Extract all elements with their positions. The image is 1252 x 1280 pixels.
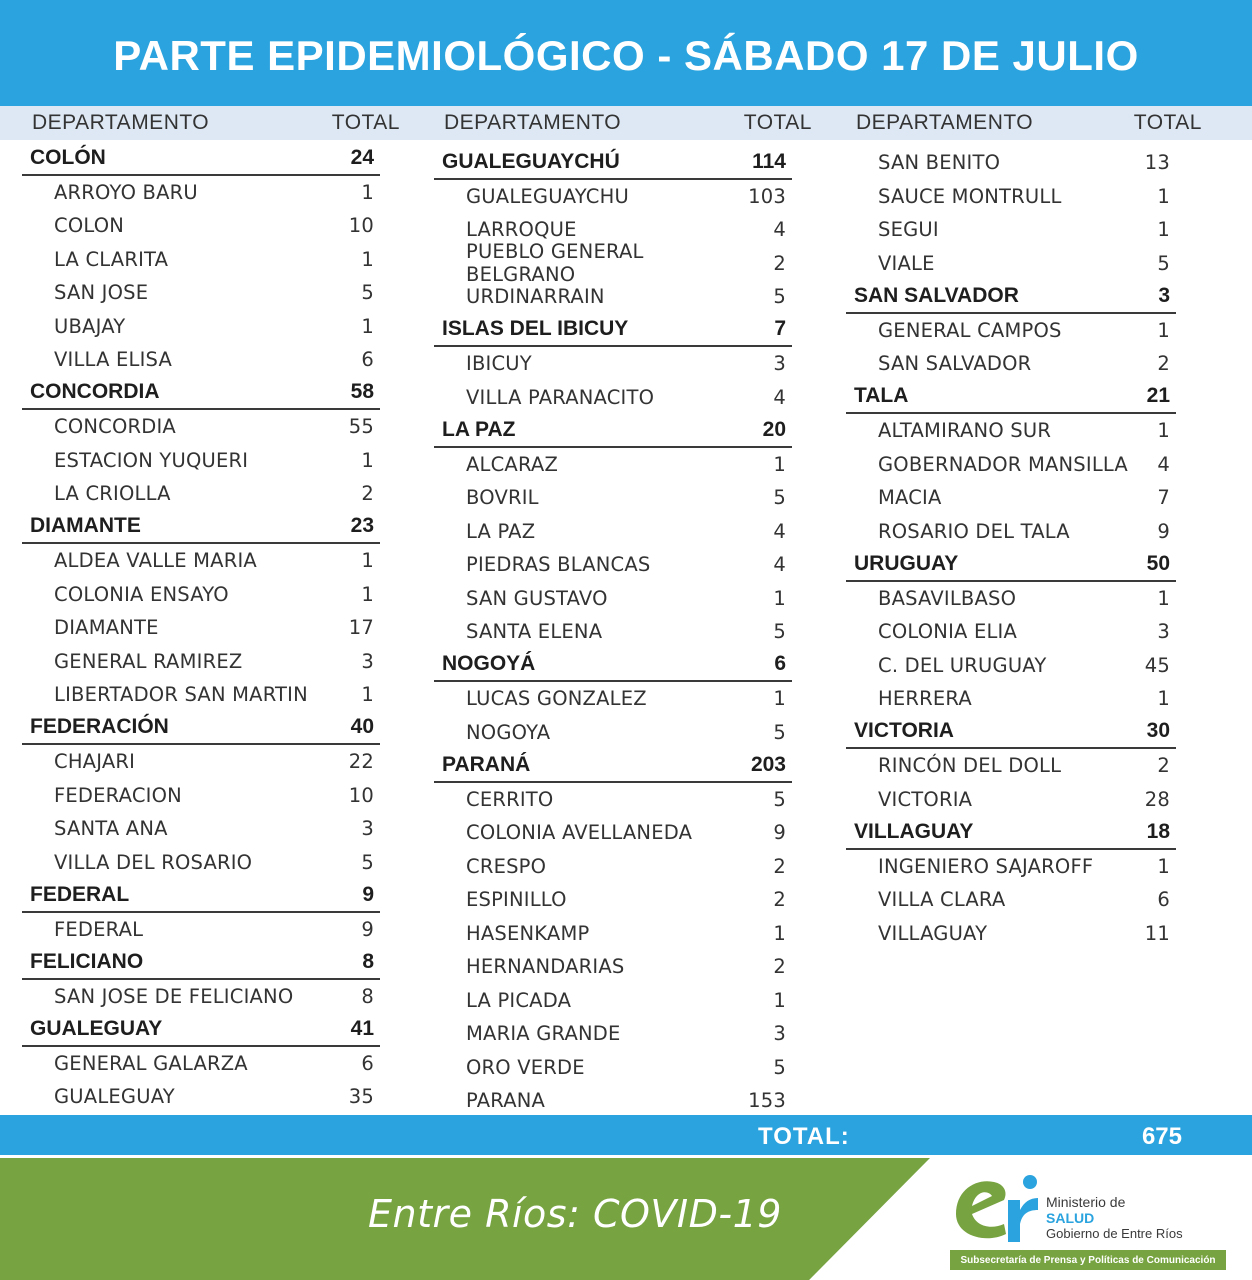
locality-name: SEGUI [878,218,939,242]
locality-total: 9 [1157,519,1170,543]
locality-name: URDINARRAIN [466,285,605,309]
department-name: FEDERAL [30,882,130,906]
locality-name: LA CLARITA [54,247,169,271]
footer [0,1158,1252,1280]
locality-row [846,180,1176,214]
locality-total: 1 [773,988,786,1012]
locality-total: 55 [348,415,374,439]
column-2 [434,106,812,1118]
locality-name: HERNANDARIAS [466,955,625,979]
locality-row [846,213,1176,247]
department-name: SAN SALVADOR [854,283,1019,307]
locality-name: UBAJAY [54,314,126,338]
department-name: CONCORDIA [30,380,160,404]
locality-row [846,515,1176,549]
locality-total: 5 [773,285,786,309]
locality-total: 1 [361,582,374,606]
locality-name: SAN SALVADOR [878,352,1032,376]
locality-name: BOVRIL [466,486,539,510]
locality-row [434,1051,792,1085]
locality-name: DIAMANTE [54,616,159,640]
locality-row [434,984,792,1018]
department-name: VICTORIA [854,719,954,743]
header-total: TOTAL [1133,111,1202,134]
locality-row [434,850,792,884]
locality-total: 10 [348,783,374,807]
locality-name: CHAJARI [54,750,136,774]
locality-name: ORO VERDE [466,1055,585,1079]
column-header [846,106,1202,140]
locality-row [22,980,380,1014]
locality-row [434,682,792,716]
locality-name: SAN BENITO [878,151,1001,175]
locality-total: 1 [1157,184,1170,208]
locality-row [22,243,380,277]
locality-row [22,343,380,377]
department-row [846,381,1176,415]
locality-name: PUEBLO GENERAL BELGRANO [466,240,644,287]
locality-name: COLON [54,214,125,238]
locality-name: NOGOYA [466,720,551,744]
locality-total: 2 [1157,352,1170,376]
locality-row [846,314,1176,348]
locality-row [434,180,792,214]
total-label: TOTAL: [758,1123,850,1150]
locality-name: VIALE [878,251,935,275]
logo-text [1046,1194,1183,1242]
total-value: 675 [1141,1123,1182,1150]
locality-total: 11 [1144,921,1170,945]
locality-total: 3 [361,649,374,673]
locality-name: LA PAZ [466,519,536,543]
logo-strip: Subsecretaría de Prensa y Políticas de Comunicación [950,1250,1226,1270]
locality-name: LUCAS GONZALEZ [466,687,647,711]
locality-total: 2 [361,482,374,506]
locality-name: CRESPO [466,854,547,878]
er-logo-icon [946,1164,1042,1248]
locality-name: MACIA [878,486,942,510]
locality-row [434,1084,792,1118]
department-total: 21 [1146,384,1170,408]
department-total: 18 [1146,819,1170,843]
total-bar [0,1115,1252,1155]
department-row [22,712,380,746]
locality-name: COLONIA ELIA [878,620,1018,644]
locality-name: VILLA DEL ROSARIO [54,850,253,874]
locality-name: ALDEA VALLE MARIA [54,549,257,573]
locality-total: 2 [773,955,786,979]
logo-line-2: SALUD [1046,1210,1095,1226]
locality-row [22,477,380,511]
department-total: 41 [350,1016,374,1040]
locality-name: INGENIERO SAJAROFF [878,854,1094,878]
department-name: PARANÁ [442,752,531,776]
locality-name: VILLAGUAY [878,921,988,945]
department-name: FEDERACIÓN [30,715,169,739]
locality-row [846,850,1176,884]
locality-row [434,582,792,616]
locality-row [434,883,792,917]
locality-name: COLONIA AVELLANEDA [466,821,693,845]
column-header [22,106,400,140]
department-total: 20 [762,417,786,441]
locality-row [846,481,1176,515]
header-departamento: DEPARTAMENTO [32,111,210,134]
department-row [22,1013,380,1047]
locality-row [22,410,380,444]
locality-row [434,347,792,381]
department-total: 114 [752,149,786,173]
locality-total: 8 [361,984,374,1008]
locality-total: 5 [773,720,786,744]
locality-total: 13 [1144,151,1170,175]
department-name: VILLAGUAY [854,819,974,843]
department-total: 50 [1146,551,1170,575]
locality-name: VILLA ELISA [54,348,173,372]
locality-row [434,816,792,850]
locality-total: 9 [773,821,786,845]
locality-total: 5 [773,620,786,644]
locality-total: 10 [348,214,374,238]
locality-total: 4 [773,553,786,577]
locality-name: IBICUY [466,352,532,376]
locality-row [846,749,1176,783]
locality-row [846,883,1176,917]
locality-name: SAN JOSE [54,281,149,305]
locality-total: 28 [1144,787,1170,811]
locality-total: 1 [773,452,786,476]
locality-row [22,310,380,344]
department-total: 7 [774,317,786,341]
locality-total: 1 [361,683,374,707]
locality-name: BASAVILBASO [878,586,1017,610]
department-name: NOGOYÁ [442,652,536,676]
locality-total: 4 [773,218,786,242]
locality-total: 3 [1157,620,1170,644]
locality-row [846,448,1176,482]
locality-row [434,481,792,515]
locality-name: VILLA CLARA [878,888,1006,912]
department-row [22,946,380,980]
department-name: URUGUAY [854,551,959,575]
locality-row [22,444,380,478]
locality-row [846,146,1176,180]
locality-row [846,582,1176,616]
locality-total: 4 [773,385,786,409]
locality-total: 1 [361,247,374,271]
department-total: 8 [362,949,374,973]
logo-line-3: Gobierno de Entre Ríos [1046,1226,1183,1241]
department-row [22,142,380,176]
locality-row [22,1047,380,1081]
locality-row [22,544,380,578]
locality-row [846,783,1176,817]
locality-name: COLONIA ENSAYO [54,582,229,606]
header-total: TOTAL [743,111,812,134]
locality-total: 1 [361,180,374,204]
locality-name: GENERAL CAMPOS [878,318,1062,342]
department-name: FELICIANO [30,949,144,973]
locality-name: GOBERNADOR MANSILLA [878,452,1128,476]
locality-row [22,678,380,712]
locality-total: 2 [773,888,786,912]
department-name: GUALEGUAYCHÚ [442,149,620,173]
locality-name: HASENKAMP [466,921,590,945]
locality-name: VICTORIA [878,787,973,811]
department-name: TALA [854,384,909,408]
locality-total: 1 [1157,419,1170,443]
locality-total: 2 [1157,754,1170,778]
locality-row [22,209,380,243]
locality-name: FEDERAL [54,917,144,941]
department-row [434,146,792,180]
locality-name: LA CRIOLLA [54,482,171,506]
department-row [22,511,380,545]
locality-total: 103 [748,184,786,208]
locality-name: SAN GUSTAVO [466,586,608,610]
locality-total: 1 [1157,218,1170,242]
locality-total: 1 [1157,854,1170,878]
locality-name: HERRERA [878,687,972,711]
department-name: DIAMANTE [30,514,141,538]
locality-total: 1 [773,687,786,711]
locality-row [22,276,380,310]
locality-row [846,347,1176,381]
locality-total: 5 [773,1055,786,1079]
locality-row [434,548,792,582]
title-banner [0,0,1252,106]
locality-row [434,1017,792,1051]
locality-name: GUALEGUAYCHU [466,184,629,208]
locality-row [846,247,1176,281]
department-row [434,649,792,683]
logo-line-1: Ministerio de [1046,1194,1126,1210]
department-row [434,314,792,348]
locality-name: SANTA ANA [54,817,168,841]
locality-row [434,716,792,750]
locality-name: RINCÓN DEL DOLL [878,754,1062,778]
locality-total: 7 [1157,486,1170,510]
department-total: 30 [1146,719,1170,743]
locality-row [434,381,792,415]
locality-name: MARIA GRANDE [466,1022,621,1046]
locality-name: SANTA ELENA [466,620,603,644]
page-title: PARTE EPIDEMIOLÓGICO - SÁBADO 17 DE JULIO [113,32,1139,79]
locality-row [22,176,380,210]
locality-total: 1 [361,448,374,472]
locality-row [22,578,380,612]
department-row [846,280,1176,314]
department-row [434,414,792,448]
locality-name: C. DEL URUGUAY [878,653,1047,677]
locality-total: 1 [1157,318,1170,342]
locality-row [22,1080,380,1114]
locality-total: 1 [361,314,374,338]
department-total: 23 [350,514,374,538]
locality-name: SAN JOSE DE FELICIANO [54,984,294,1008]
footer-title: Entre Ríos: COVID-19 [368,1192,782,1236]
locality-name: FEDERACION [54,783,182,807]
locality-name: GENERAL GALARZA [54,1051,248,1075]
locality-name: GUALEGUAY [54,1085,175,1109]
locality-name: CERRITO [466,787,554,811]
locality-name: SAUCE MONTRULL [878,184,1062,208]
locality-name: ALTAMIRANO SUR [878,419,1052,443]
column-3 [846,106,1202,950]
locality-name: ARROYO BARU [54,180,198,204]
locality-total: 2 [773,251,786,275]
department-total: 58 [350,380,374,404]
department-name: LA PAZ [442,417,516,441]
department-name: COLÓN [30,145,106,169]
department-total: 203 [750,752,786,776]
locality-name: ROSARIO DEL TALA [878,519,1070,543]
locality-total: 45 [1144,653,1170,677]
locality-row [434,515,792,549]
department-total: 3 [1158,283,1170,307]
locality-name: PARANA [466,1089,546,1113]
locality-total: 6 [361,1051,374,1075]
locality-row [22,611,380,645]
department-row [22,377,380,411]
header-total: TOTAL [331,111,400,134]
locality-total: 1 [773,586,786,610]
locality-total: 5 [361,281,374,305]
locality-row [846,414,1176,448]
department-total: 24 [350,145,374,169]
column-1 [22,106,400,1114]
locality-total: 5 [1157,251,1170,275]
locality-total: 9 [361,917,374,941]
locality-total: 1 [773,921,786,945]
locality-total: 1 [1157,586,1170,610]
locality-total: 6 [361,348,374,372]
locality-name: GENERAL RAMIREZ [54,649,243,673]
locality-total: 153 [748,1089,786,1113]
locality-row [22,779,380,813]
locality-name: LARROQUE [466,218,577,242]
locality-total: 4 [1157,452,1170,476]
locality-total: 4 [773,519,786,543]
locality-name: LIBERTADOR SAN MARTIN [54,683,308,707]
department-total: 9 [362,882,374,906]
column-rows [434,146,792,1118]
locality-total: 5 [773,787,786,811]
locality-total: 5 [361,850,374,874]
department-row [22,879,380,913]
locality-total: 6 [1157,888,1170,912]
locality-row [846,649,1176,683]
locality-row [434,783,792,817]
locality-row [22,846,380,880]
locality-name: ESTACION YUQUERI [54,448,249,472]
locality-row [22,745,380,779]
department-total: 40 [350,715,374,739]
column-rows [22,142,380,1114]
locality-total: 35 [348,1085,374,1109]
locality-row [22,645,380,679]
locality-row [434,448,792,482]
department-name: ISLAS DEL IBICUY [442,317,629,341]
locality-row [22,812,380,846]
locality-name: LA PICADA [466,988,572,1012]
department-row [434,749,792,783]
locality-row [434,950,792,984]
locality-row [434,240,792,287]
ministry-logo [946,1162,1246,1274]
locality-name: VILLA PARANACITO [466,385,655,409]
column-header [434,106,812,140]
locality-name: CONCORDIA [54,415,176,439]
department-row [846,816,1176,850]
locality-total: 1 [1157,687,1170,711]
locality-total: 2 [773,854,786,878]
header-departamento: DEPARTAMENTO [856,111,1034,134]
locality-name: ALCARAZ [466,452,559,476]
department-total: 6 [774,652,786,676]
locality-total: 3 [361,817,374,841]
locality-name: ESPINILLO [466,888,567,912]
locality-row [22,913,380,947]
department-row [846,548,1176,582]
department-name: GUALEGUAY [30,1016,163,1040]
locality-row [846,615,1176,649]
column-rows [846,146,1176,950]
locality-row [434,917,792,951]
header-departamento: DEPARTAMENTO [444,111,622,134]
locality-name: PIEDRAS BLANCAS [466,553,651,577]
locality-row [846,682,1176,716]
department-row [846,716,1176,750]
locality-total: 17 [348,616,374,640]
locality-total: 3 [773,1022,786,1046]
locality-total: 3 [773,352,786,376]
locality-total: 22 [348,750,374,774]
locality-total: 1 [361,549,374,573]
locality-row [434,615,792,649]
locality-row [846,917,1176,951]
locality-total: 5 [773,486,786,510]
